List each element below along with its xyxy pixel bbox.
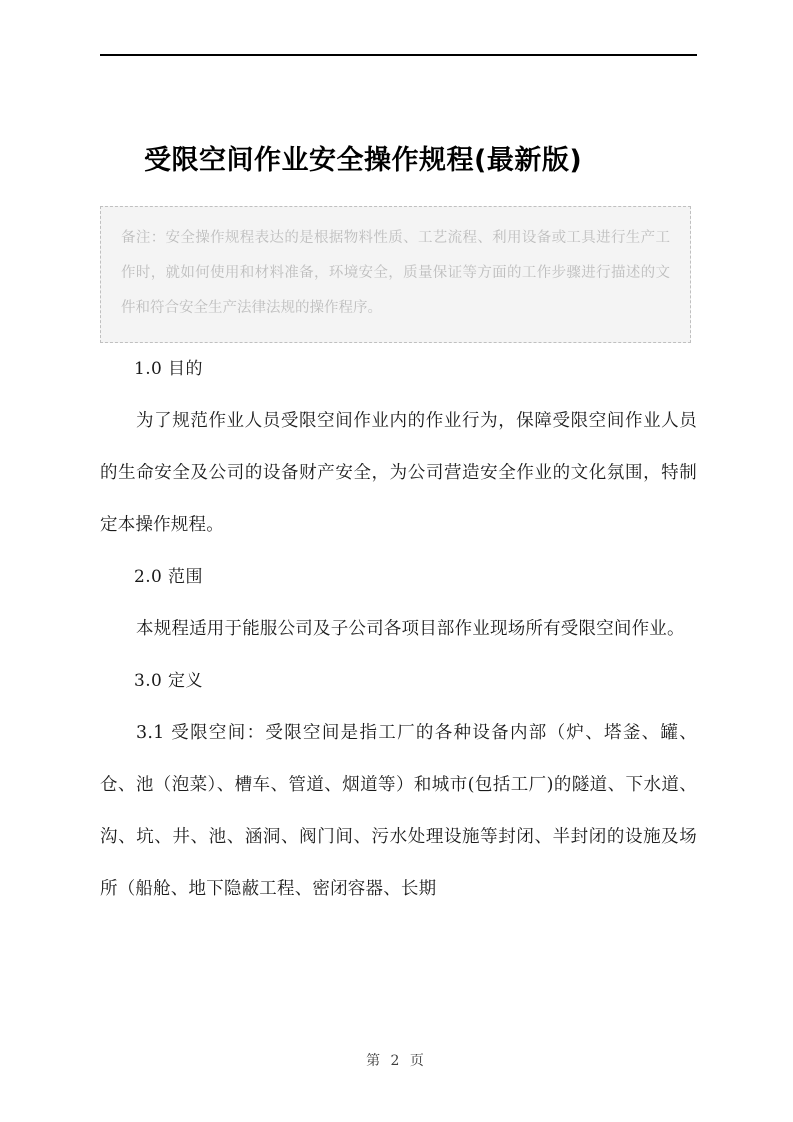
remark-text: 备注：安全操作规程表达的是根据物料性质、工艺流程、利用设备或工具进行生产工作时，就如何使用和材料准备，环境安全，质量保证等方面的工作步骤进行描述的文件和符合安全生产法律法规的操作程序。: [121, 230, 670, 316]
header-divider-rule: [100, 54, 697, 56]
section-paragraph-purpose: 为了规范作业人员受限空间作业内的作业行为，保障受限空间作业人员的生命安全及公司的设备财产安全，为公司营造安全作业的文化氛围，特制定本操作规程。: [100, 411, 697, 535]
page-header: [0, 0, 793, 60]
section-heading-purpose: 1.0 目的: [134, 359, 203, 379]
section-heading-scope: 2.0 范围: [134, 567, 203, 587]
page-number-label: 第 2 页: [366, 1053, 427, 1069]
section-paragraph-definition: 3.1 受限空间：受限空间是指工厂的各种设备内部（炉、塔釜、罐、仓、池（泡菜）、槽车、管道、烟道等）和城市(包括工厂)的隧道、下水道、沟、坑、井、池、涵洞、阀门间、污水处理设施等封闭、半封闭的设施及场所（船舱、地下隐蔽工程、密闭容器、长期: [100, 723, 697, 899]
remark-callout-box: [100, 206, 691, 343]
page-footer: [0, 1032, 793, 1122]
document-body: [100, 60, 697, 915]
section-paragraph-scope: 本规程适用于能服公司及子公司各项目部作业现场所有受限空间作业。: [136, 619, 685, 639]
section-heading-definition: 3.0 定义: [134, 671, 203, 691]
page-title: 受限空间作业安全操作规程(最新版): [144, 145, 583, 176]
